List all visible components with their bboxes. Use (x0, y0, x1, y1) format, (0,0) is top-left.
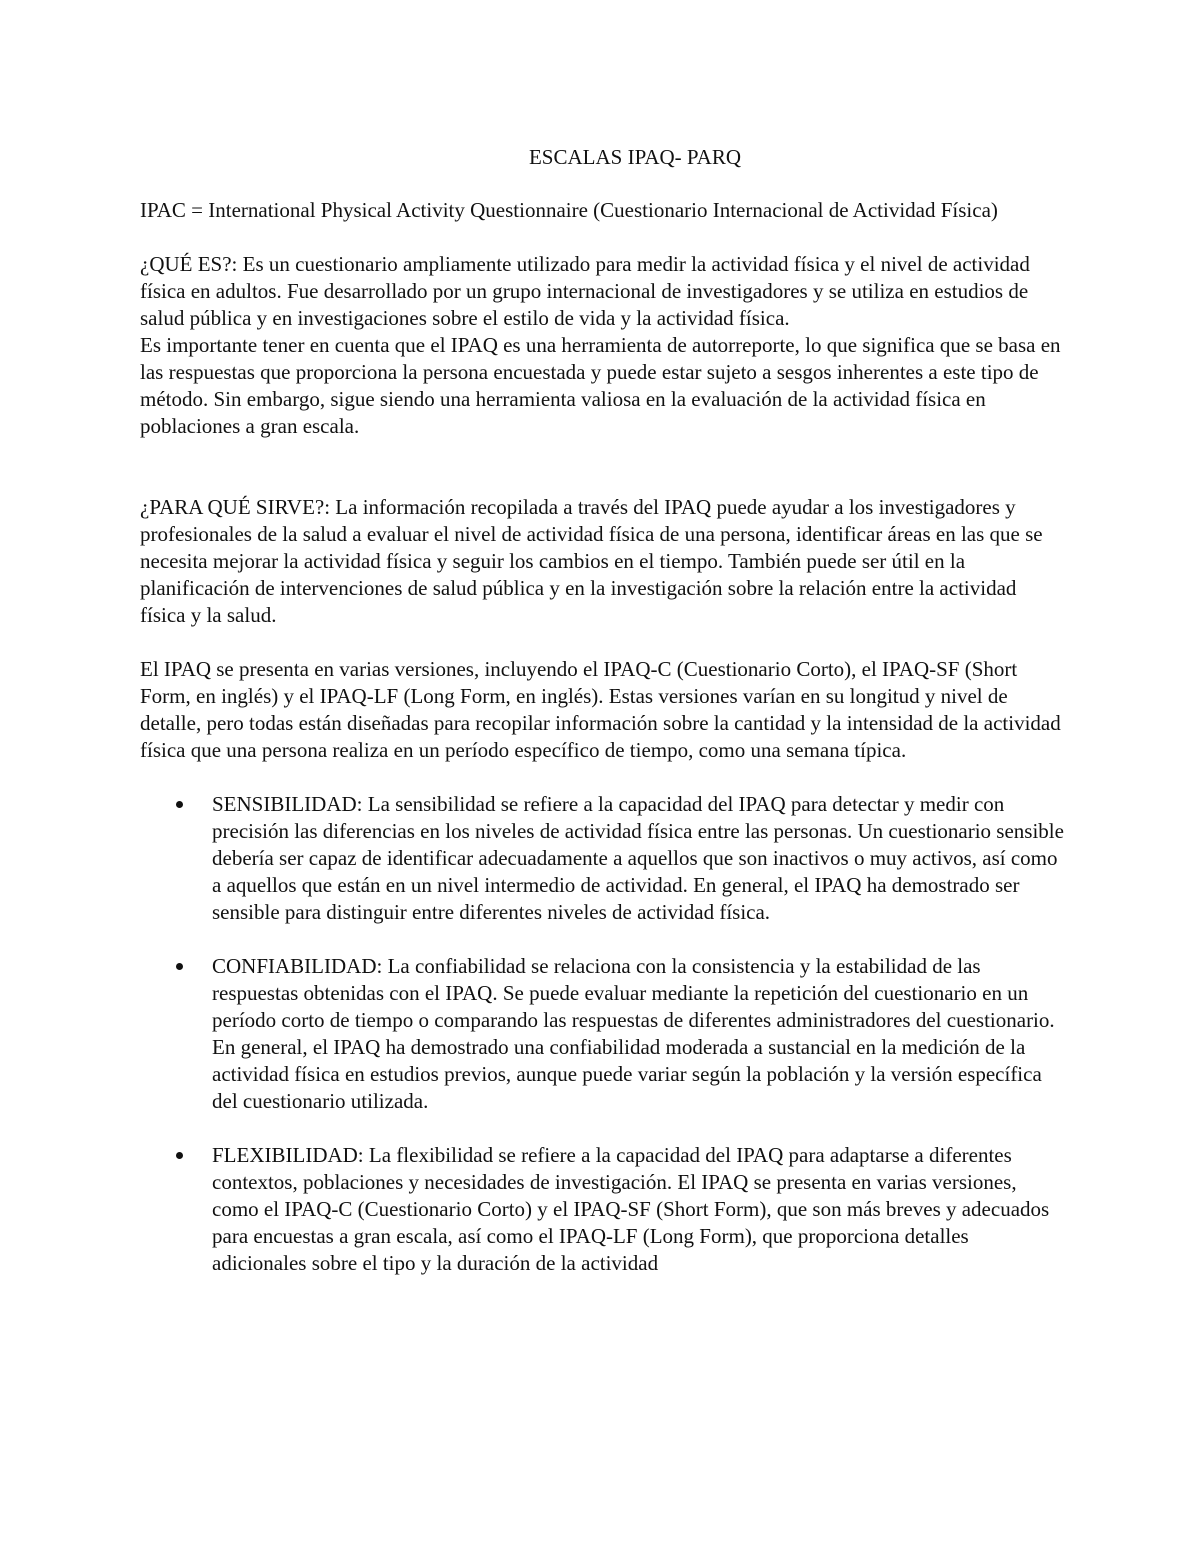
document-title: ESCALAS IPAQ- PARQ (528, 145, 741, 169)
bullet-icon (176, 963, 183, 970)
document-body (140, 144, 1065, 1304)
que-es-paragraph: ¿QUÉ ES?: Es un cuestionario ampliamente utilizado para medir la actividad física y el nivel de actividad física en adultos. Fue desarrollado por un grupo internacional de investigadores y se utiliza en estudios de salud pública y en investigaciones sobre el estilo de vida y la actividad física. (140, 252, 1030, 330)
list-item-text: SENSIBILIDAD: La sensibilidad se refiere a la capacidad del IPAQ para detectar y medir con precisión las diferencias en los niveles de actividad física entre las personas. Un cuestionario sensible debería ser capaz de identificar adecuadamente a aquellos que son inactivos o muy activos, así como a aquellos que están en un nivel intermedio de actividad. En general, el IPAQ ha demostrado ser sensible para distinguir entre diferentes niveles de actividad física. (212, 792, 1064, 924)
bullet-icon (176, 1152, 183, 1159)
bullet-list (140, 791, 1065, 1277)
importante-paragraph: Es importante tener en cuenta que el IPAQ es una herramienta de autorreporte, lo que significa que se basa en las respuestas que proporciona la persona encuestada y puede estar sujeto a sesgos inherentes a este tipo de método. Sin embargo, sigue siendo una herramienta valiosa en la evaluación de la actividad física en poblaciones a gran escala. (140, 333, 1061, 438)
spacer (140, 440, 1065, 494)
list-item-text: CONFIABILIDAD: La confiabilidad se relaciona con la consistencia y la estabilidad de las respuestas obtenidas con el IPAQ. Se puede evaluar mediante la repetición del cuestionario en un período corto de tiempo o comparando las respuestas de diferentes administradores del cuestionario. En general, el IPAQ ha demostrado una confiabilidad moderada a sustancial en la medición de la actividad física en estudios previos, aunque puede variar según la población y la versión específica del cuestionario utilizada. (212, 954, 1055, 1113)
spacer (140, 224, 1065, 251)
list-item (140, 791, 1065, 926)
bullet-icon (176, 801, 183, 808)
spacer (140, 629, 1065, 656)
versiones-paragraph: El IPAQ se presenta en varias versiones, incluyendo el IPAQ-C (Cuestionario Corto), el IPAQ-SF (Short Form, en inglés) y el IPAQ-LF (Long Form, en inglés). Estas versiones varían en su longitud y nivel de detalle, pero todas están diseñadas para recopilar información sobre la cantidad y la intensidad de la actividad física que una persona realiza en un período específico de tiempo, como una semana típica. (140, 657, 1061, 762)
para-que-sirve-paragraph: ¿PARA QUÉ SIRVE?: La información recopilada a través del IPAQ puede ayudar a los investigadores y profesionales de la salud a evaluar el nivel de actividad física de una persona, identificar áreas en las que se necesita mejorar la actividad física y seguir los cambios en el tiempo. También puede ser útil en la planificación de intervenciones de salud pública y en la investigación sobre la relación entre la actividad física y la salud. (140, 495, 1043, 627)
spacer (140, 764, 1065, 791)
definition-paragraph: IPAC = International Physical Activity Questionnaire (Cuestionario Internacional de Actividad Física) (140, 198, 998, 222)
list-item (140, 1142, 1065, 1277)
list-item-text: FLEXIBILIDAD: La flexibilidad se refiere a la capacidad del IPAQ para adaptarse a diferentes contextos, poblaciones y necesidades de investigación. El IPAQ se presenta en varias versiones, como el IPAQ-C (Cuestionario Corto) y el IPAQ-SF (Short Form), que son más breves y adecuados para encuestas a gran escala, así como el IPAQ-LF (Long Form), que proporciona detalles adicionales sobre el tipo y la duración de la actividad (212, 1143, 1050, 1275)
list-item (140, 953, 1065, 1115)
